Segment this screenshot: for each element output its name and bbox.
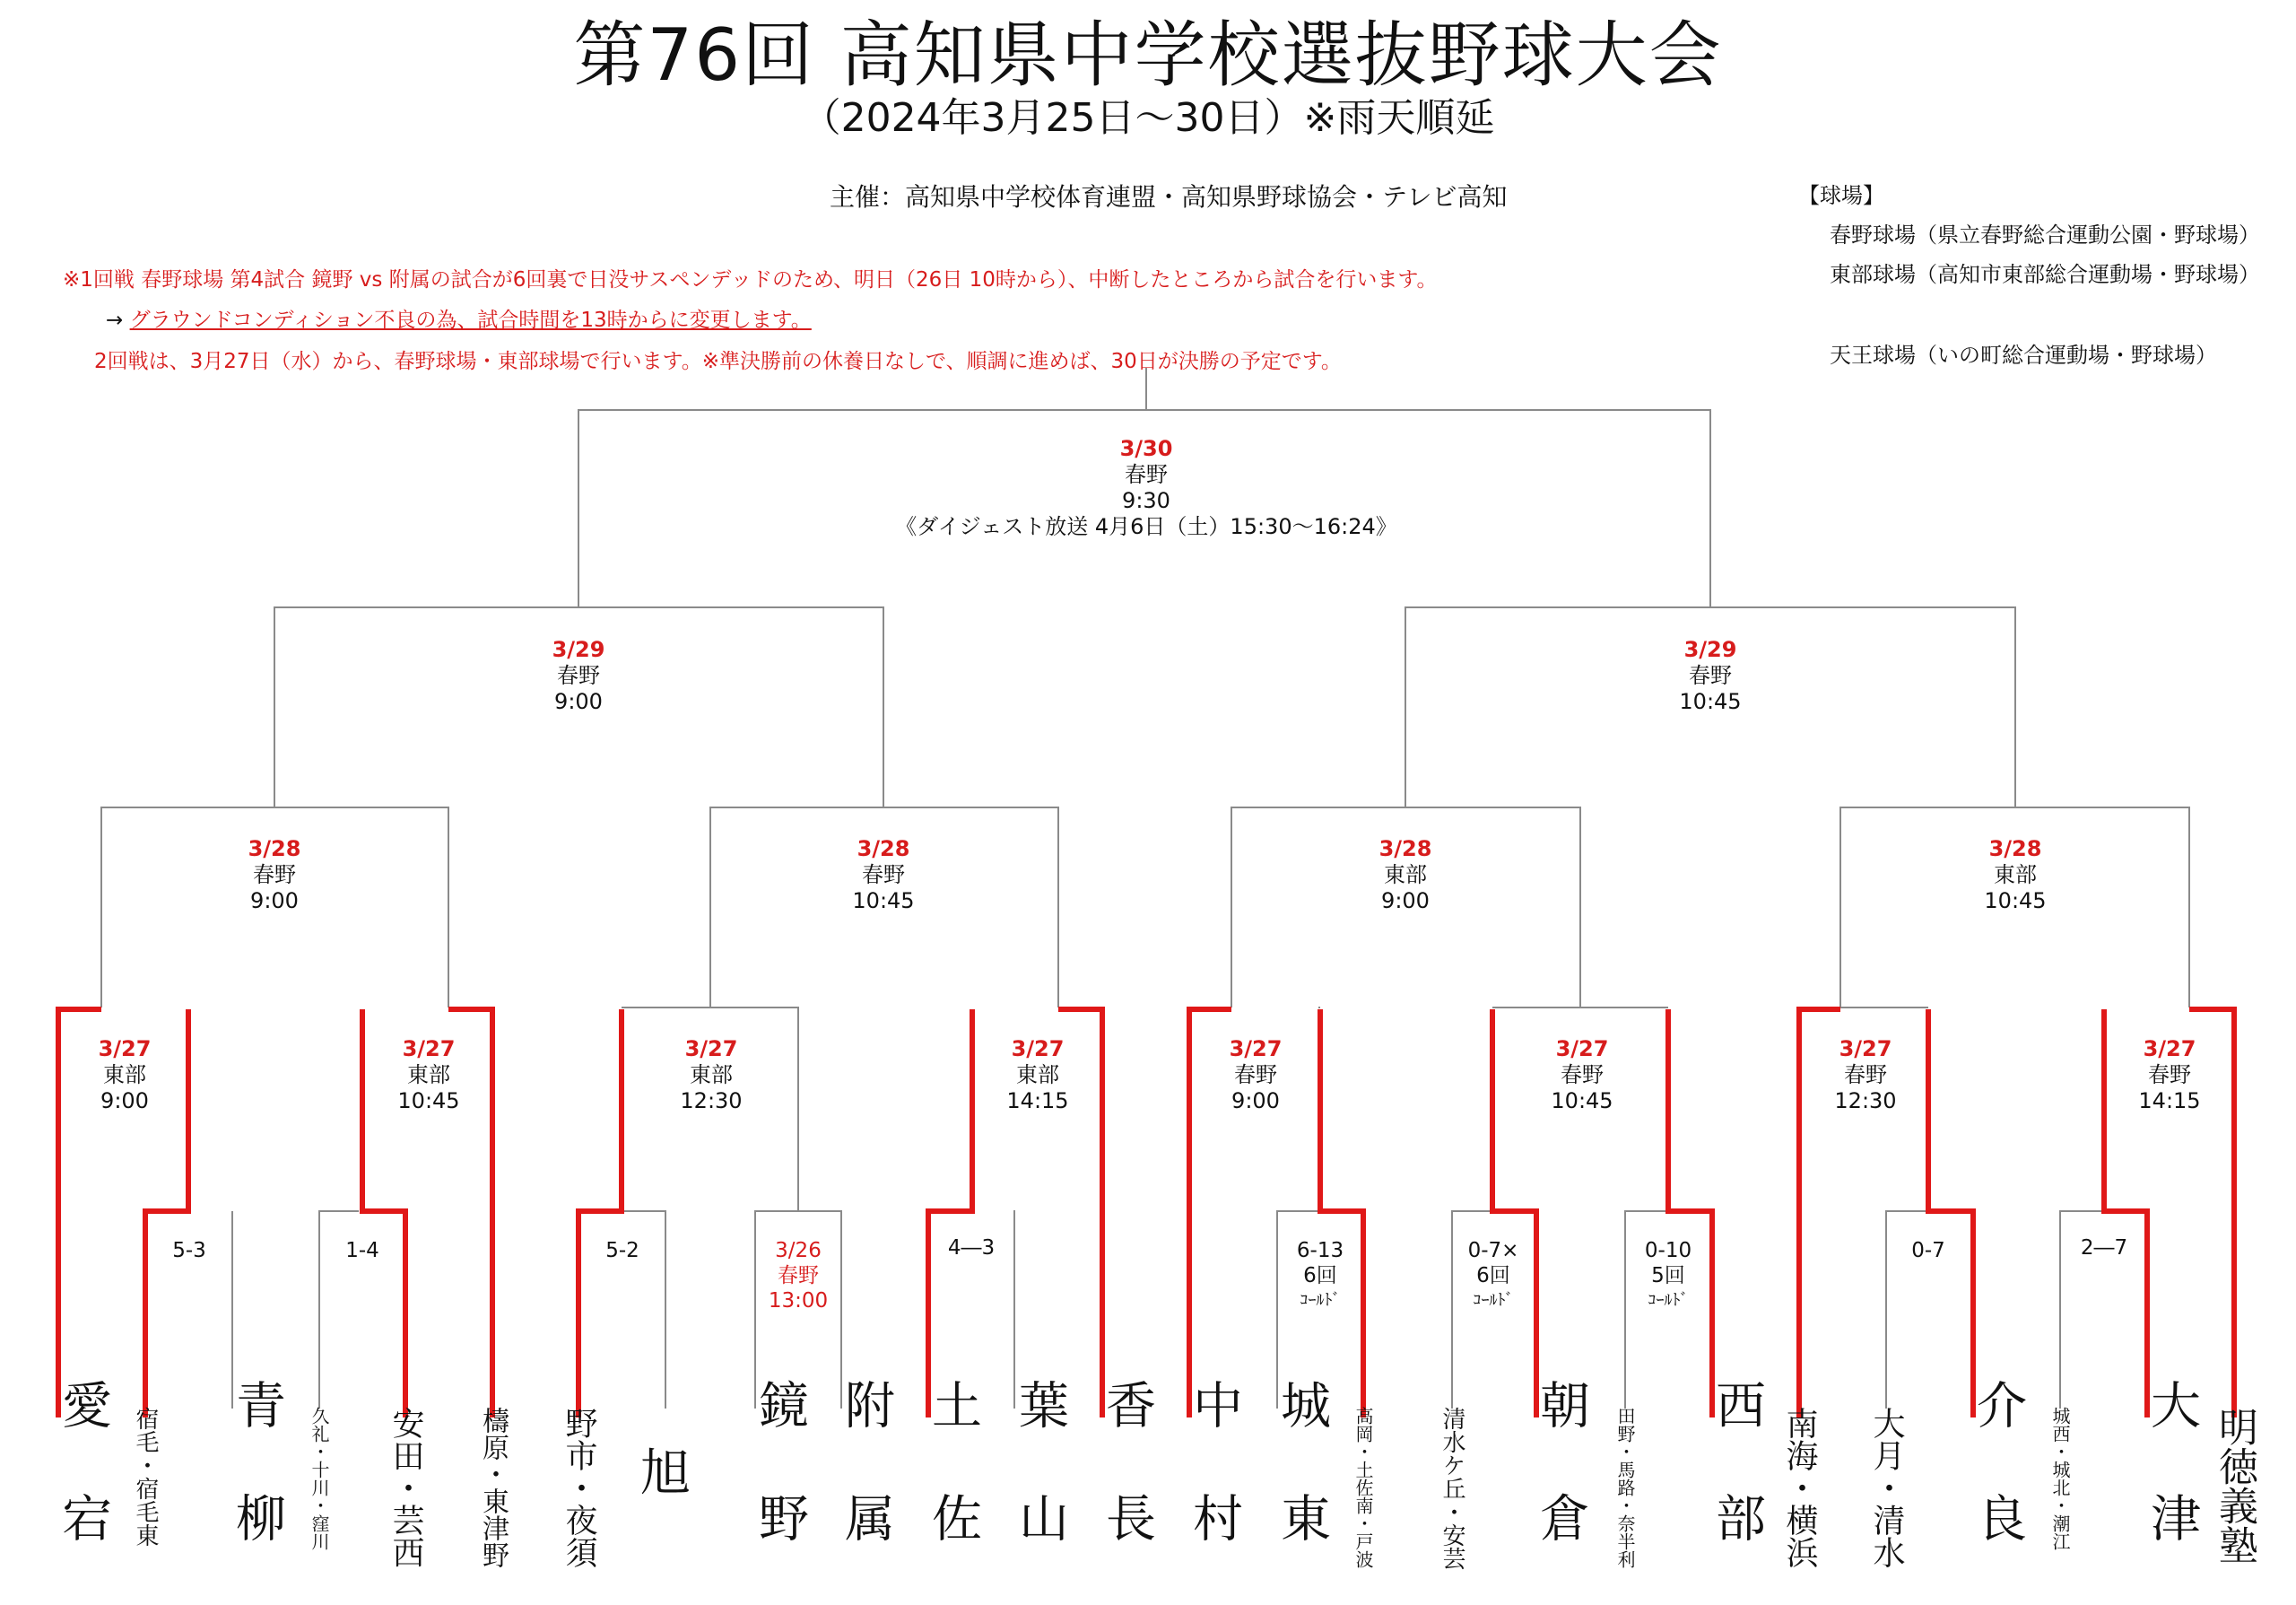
match-score: 0-7×: [1467, 1239, 1519, 1262]
match-venue: 東部: [103, 1062, 146, 1087]
team-josei: [2029, 1407, 2092, 1550]
match-time: 9:00: [1231, 1088, 1280, 1113]
match-r2-2: [330, 1036, 527, 1114]
team-name: 南海・横浜: [1781, 1407, 1818, 1568]
team-tano: [1594, 1407, 1657, 1568]
match-r1-1-score: 5-3: [172, 1239, 206, 1262]
team-name: 明徳義塾: [2212, 1407, 2257, 1565]
team-aoyagi: [201, 1379, 286, 1605]
team-name: 久礼・十川・窪川: [309, 1407, 330, 1550]
match-venue: 東部: [690, 1062, 733, 1087]
team-name: 宿毛・宿毛東: [132, 1407, 159, 1547]
match-qf-4: [1917, 836, 2114, 914]
team-hayama: [984, 1379, 1069, 1605]
team-yasuda: [374, 1407, 437, 1568]
match-qf-1: [176, 836, 373, 914]
match-time: 14:15: [2138, 1088, 2201, 1113]
match-score: 6-13: [1296, 1239, 1344, 1262]
match-venue: 春野: [557, 663, 600, 688]
team-name: 鏡野: [751, 1379, 809, 1605]
team-name: 城西・城北・潮江: [2049, 1407, 2071, 1550]
match-r1-5-score: 4―3: [947, 1236, 996, 1260]
team-joto: [1246, 1379, 1331, 1605]
match-date: 3/28: [1988, 836, 2042, 861]
team-name: 城東: [1273, 1379, 1331, 1605]
team-noichi: [547, 1407, 610, 1568]
match-time: 12:30: [680, 1088, 743, 1113]
match-r2-6: [1483, 1036, 1681, 1114]
team-otsuki: [1855, 1407, 1918, 1568]
team-seibu: [1681, 1379, 1766, 1605]
match-venue: 春野: [1561, 1062, 1604, 1087]
team-sukumo: [114, 1407, 177, 1547]
match-time: 9:00: [100, 1088, 149, 1113]
match-date: 3/27: [1555, 1036, 1609, 1061]
match-r2-1: [26, 1036, 223, 1114]
team-kacho: [1071, 1379, 1156, 1605]
team-name: 中村: [1185, 1379, 1243, 1605]
match-date: 3/26: [775, 1239, 822, 1262]
match-time: 12:30: [1834, 1088, 1897, 1113]
team-otsu: [2116, 1379, 2201, 1605]
match-semi-2: [1612, 637, 1809, 715]
match-date: 3/29: [1683, 637, 1737, 662]
match-innings: 6回: [1476, 1264, 1510, 1287]
match-r1-10-score: 2―7: [2080, 1236, 2128, 1260]
match-score: 0-10: [1644, 1239, 1692, 1262]
match-date: 3/27: [98, 1036, 152, 1061]
match-time: 9:00: [250, 888, 299, 913]
note-round2: 2回戦は、3月27日（水）から、春野球場・東部球場で行います。※準決勝前の休養日なしで、順調に進めば、30日が決勝の予定です。: [94, 350, 1342, 373]
team-takaoka: [1332, 1407, 1395, 1568]
note-suspended: ※1回戦 春野球場 第4試合 鏡野 vs 附属の試合が6回裏で日没サスペンデッドのため、明日（26日 10時から）、中断したところから試合を行います。: [63, 268, 1438, 292]
match-venue: 東部: [1994, 862, 2037, 887]
match-called: ｺｰﾙﾄﾞ: [1648, 1291, 1689, 1310]
match-r1-8: [1605, 1238, 1731, 1313]
team-name: 田野・馬路・奈半利: [1614, 1407, 1636, 1568]
match-r1-7: [1431, 1238, 1556, 1313]
match-time: 10:45: [397, 1088, 460, 1113]
match-r1-2-score: 1-4: [345, 1239, 379, 1262]
match-venue: 春野: [2148, 1062, 2191, 1087]
match-date: 3/27: [2143, 1036, 2196, 1061]
match-r2-4: [939, 1036, 1136, 1114]
team-name: 葉山: [1011, 1379, 1069, 1605]
match-date: 3/27: [1229, 1036, 1283, 1061]
team-shimizugaoka: [1421, 1407, 1483, 1570]
note-time-change-text: グラウンドコンディション不良の為、試合時間を13時からに変更します。: [129, 309, 812, 332]
match-r1-4: [735, 1238, 861, 1313]
match-time: 9:00: [554, 689, 603, 714]
team-meitoku: [2203, 1407, 2266, 1565]
team-asakura: [1505, 1379, 1590, 1605]
match-time: 9:30: [1122, 488, 1170, 513]
match-date: 3/28: [248, 836, 301, 861]
match-time: 10:45: [1679, 689, 1742, 714]
match-r2-7: [1767, 1036, 1964, 1114]
team-name: 大月・清水: [1868, 1407, 1905, 1568]
match-time: 10:45: [1984, 888, 2047, 913]
team-atago: [27, 1379, 112, 1605]
match-venue: 東部: [1384, 862, 1427, 887]
match-venue: 春野: [862, 862, 905, 887]
organizer: 主催：高知県中学校体育連盟・高知県野球協会・テレビ高知: [830, 182, 1508, 212]
match-r1-9-score: 0-7: [1911, 1239, 1945, 1262]
broadcast-info: 《ダイジェスト放送 4月6日（土）15:30～16:24》: [895, 514, 1397, 539]
team-kera: [1942, 1379, 2027, 1605]
team-nankai: [1768, 1407, 1831, 1568]
team-kure: [288, 1407, 351, 1550]
team-name: 高岡・土佐南・戸波: [1352, 1407, 1374, 1568]
team-name: 旭: [640, 1444, 691, 1503]
team-name: 安田・芸西: [387, 1407, 424, 1568]
match-date: 3/27: [1011, 1036, 1065, 1061]
match-venue: 春野: [1844, 1062, 1887, 1087]
match-venue: 春野: [778, 1264, 819, 1287]
match-time: 13:00: [768, 1289, 829, 1313]
match-semi-1: [480, 637, 677, 715]
team-name: 大津: [2143, 1379, 2201, 1605]
match-venue: 東部: [1016, 1062, 1059, 1087]
team-fuzoku: [810, 1379, 895, 1605]
team-name: 檮原・東津野: [477, 1407, 509, 1568]
team-kagamino: [724, 1379, 809, 1605]
team-asahi: [634, 1434, 697, 1514]
match-date: 3/28: [1378, 836, 1432, 861]
match-date: 3/28: [857, 836, 910, 861]
team-name: 朝倉: [1532, 1379, 1590, 1605]
match-venue: 東部: [407, 1062, 450, 1087]
match-date: 3/27: [1839, 1036, 1892, 1061]
match-innings: 6回: [1303, 1264, 1337, 1287]
page-title: 第76回 高知県中学校選抜野球大会: [573, 13, 1723, 97]
team-yusuhara: [461, 1407, 524, 1568]
team-name: 香長: [1098, 1379, 1156, 1605]
match-time: 10:45: [852, 888, 915, 913]
match-qf-2: [785, 836, 982, 914]
team-name: 介良: [1969, 1379, 2027, 1605]
match-venue: 春野: [1689, 663, 1732, 688]
match-r1-6: [1257, 1238, 1383, 1313]
team-name: 土佐: [924, 1379, 982, 1605]
match-date: 3/27: [402, 1036, 456, 1061]
match-date: 3/27: [684, 1036, 738, 1061]
match-venue: 春野: [1234, 1062, 1277, 1087]
venue-haruno: 春野球場（県立春野総合運動公園・野球場）: [1830, 222, 2260, 248]
match-time: 10:45: [1551, 1088, 1613, 1113]
arrow-icon: →: [106, 309, 124, 332]
match-r2-3: [613, 1036, 810, 1114]
match-date: 3/29: [552, 637, 605, 662]
match-called: ｺｰﾙﾄﾞ: [1473, 1291, 1514, 1310]
match-qf-3: [1307, 836, 1504, 914]
venues-heading: 【球場】: [1798, 183, 1884, 208]
match-venue: 春野: [1125, 462, 1168, 487]
match-venue: 春野: [253, 862, 296, 887]
match-time: 9:00: [1381, 888, 1430, 913]
venue-tobu: 東部球場（高知市東部総合運動場・野球場）: [1830, 262, 2260, 287]
venue-tenno: 天王球場（いの町総合運動場・野球場）: [1830, 343, 2217, 368]
match-innings: 5回: [1651, 1264, 1685, 1287]
match-date: 3/30: [1119, 436, 1173, 461]
team-name: 附属: [837, 1379, 895, 1605]
team-name: 青柳: [228, 1379, 286, 1605]
page-subtitle: （2024年3月25日～30日）※雨天順延: [801, 95, 1495, 141]
match-r2-8: [2071, 1036, 2268, 1114]
team-name: 清水ケ丘・安芸: [1439, 1407, 1465, 1570]
match-called: ｺｰﾙﾄﾞ: [1300, 1291, 1341, 1310]
match-r2-5: [1157, 1036, 1354, 1114]
team-name: 愛宕: [54, 1379, 112, 1605]
team-name: 西部: [1708, 1379, 1766, 1605]
match-final: [895, 436, 1397, 540]
team-name: 野市・夜須: [561, 1407, 597, 1568]
match-time: 14:15: [1006, 1088, 1069, 1113]
team-nakamura: [1158, 1379, 1243, 1605]
team-tosa: [897, 1379, 982, 1605]
match-r1-3-score: 5-2: [605, 1239, 639, 1262]
